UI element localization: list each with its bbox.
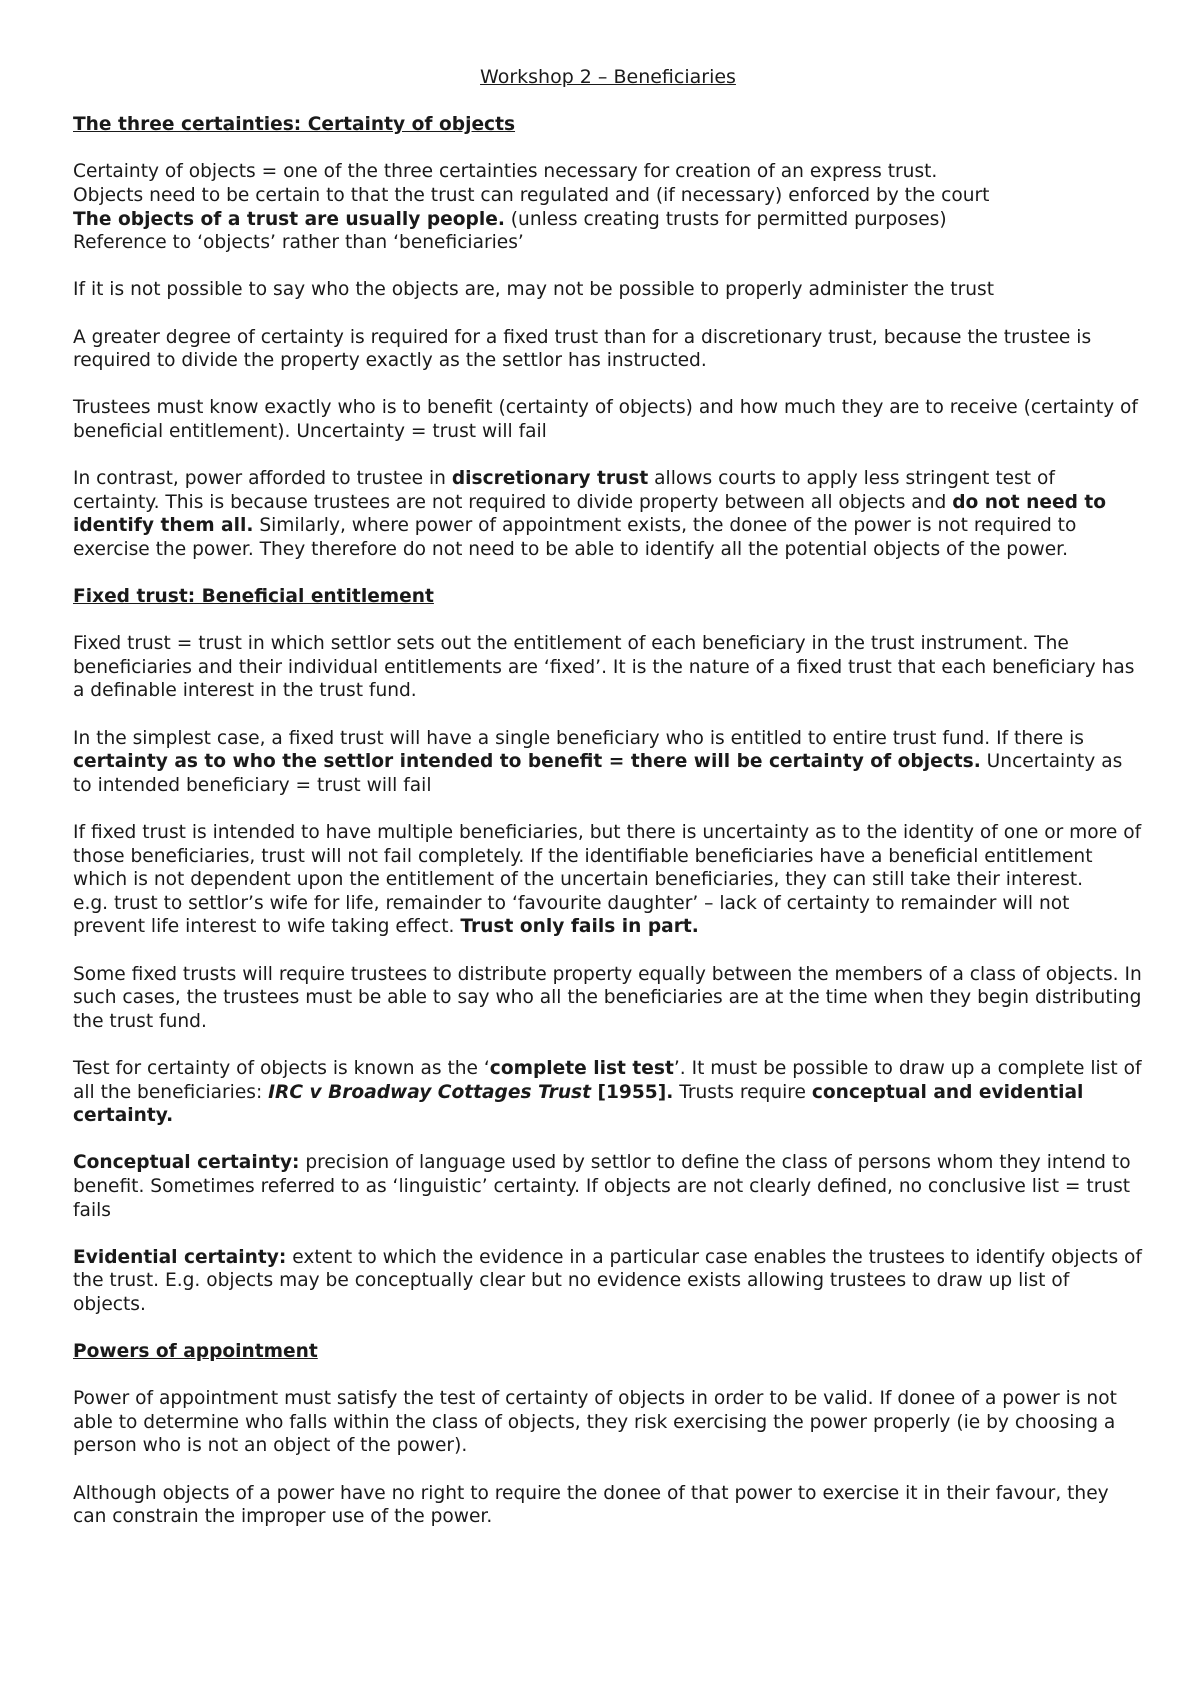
bold-text: complete list test <box>489 1057 674 1079</box>
paragraph-greater-degree: A greater degree of certainty is required for a fixed trust than for a discretionary trust, because the trustee is required to divide the property exactly as the settlor has instructed. <box>73 326 1092 372</box>
text-run: Uncertainty as to intended beneficiary = trust will fail <box>73 751 1123 796</box>
bold-text: certainty as to who the settlor intended to benefit = there will be certainty of objects. <box>73 751 981 773</box>
text-run: extent to which the evidence in a particular case enables the trustees to identify objects of the trust. E.g. objects may be conceptually clear but no evidence exists allowing trustees to draw up list of objects. <box>73 1246 1142 1315</box>
bold-text: Evidential certainty: <box>73 1246 287 1268</box>
paragraph-complete-list-test <box>73 1057 1143 1128</box>
bold-text: The objects of a trust are usually people. <box>73 208 505 230</box>
document-title: Workshop 2 – Beneficiaries <box>480 66 736 88</box>
bold-text: discretionary trust <box>451 468 649 490</box>
text-run: precision of language used by settlor to define the class of persons whom they intend to benefit. Sometimes referred to as ‘linguistic’ certainty. If objects are not clearly defined, no conclusive list = trust fails <box>73 1152 1131 1221</box>
text-line: Reference to ‘objects’ rather than ‘beneficiaries’ <box>73 232 524 254</box>
paragraph-simplest-case <box>73 727 1143 798</box>
text-run: Test for certainty of objects is known as the ‘ <box>73 1057 490 1079</box>
text-line <box>73 892 1143 939</box>
paragraph-administer: If it is not possible to say who the objects are, may not be possible to properly administer the trust <box>73 279 994 301</box>
text-run: (unless creating trusts for permitted purposes) <box>504 208 947 230</box>
paragraph-evidential-certainty <box>73 1246 1143 1317</box>
bold-text: conceptual and evidential certainty. <box>73 1081 1084 1127</box>
paragraph-power-validity: Power of appointment must satisfy the test of certainty of objects in order to be valid. If donee of a power is not able to determine who falls within the class of objects, they risk exercising the power properly (ie by choosing a person who is not an object of the power). <box>73 1388 1117 1457</box>
paragraph-multiple-beneficiaries <box>73 821 1143 939</box>
text-run: allows courts to apply less stringent test of certainty. This is because trustees are not required to divide property between all objects and <box>73 468 1055 513</box>
text-run: e.g. trust to settlor’s wife for life, remainder to ‘favourite daughter’ – lack of certainty to remainder will not prevent life interest to wife taking effect. <box>73 892 1070 938</box>
case-citation: IRC v Broadway Cottages Trust <box>268 1081 592 1103</box>
text-run: ’. It must be possible to draw up a complete list of all the beneficiaries: <box>73 1057 1142 1103</box>
document-page <box>73 66 1143 1552</box>
paragraph-certainty-definition <box>73 160 1143 254</box>
text-line: If fixed trust is intended to have multiple beneficiaries, but there is uncertainty as to the identity of one or more of those beneficiaries, trust will not fail completely. If the identifiable beneficiaries have a beneficial entitlement which is not dependent upon the entitlement of the uncertain beneficiaries, they can still take their interest. <box>73 822 1142 891</box>
bold-text: Trust only fails in part. <box>460 916 699 938</box>
bold-text: [1955]. <box>591 1081 674 1103</box>
paragraph-fixed-trust-definition: Fixed trust = trust in which settlor sets out the entitlement of each beneficiary in the trust instrument. The beneficiaries and their individual entitlements are ‘fixed’. It is the nature of a fixed trust that each beneficiary has a definable interest in the trust fund. <box>73 633 1135 702</box>
paragraph-trustees-must-know: Trustees must know exactly who is to benefit (certainty of objects) and how much they are to receive (certainty of beneficial entitlement). Uncertainty = trust will fail <box>73 397 1138 442</box>
paragraph-conceptual-certainty <box>73 1151 1143 1222</box>
text-run: Similarly, where power of appointment exists, the donee of the power is not required to exercise the power. They therefore do not need to be able to identify all the potential objects of the power. <box>73 515 1077 560</box>
paragraph-discretionary-contrast <box>73 467 1143 561</box>
text-run: In contrast, power afforded to trustee in <box>73 468 452 490</box>
section-heading-fixed-trust: Fixed trust: Beneficial entitlement <box>73 586 434 608</box>
text-line: Certainty of objects = one of the three certainties necessary for creation of an express trust. <box>73 161 938 183</box>
paragraph-class-of-objects: Some fixed trusts will require trustees to distribute property equally between the members of a class of objects. In such cases, the trustees must be able to say who all the beneficiaries are at the time when they begin distributing the trust fund. <box>73 963 1142 1032</box>
paragraph-power-objects-rights: Although objects of a power have no right to require the donee of that power to exercise it in their favour, they can constrain the improper use of the power. <box>73 1482 1109 1528</box>
section-heading-powers-of-appointment: Powers of appointment <box>73 1341 318 1363</box>
text-run: Trusts require <box>673 1081 812 1103</box>
text-line <box>73 208 1143 232</box>
text-run: In the simplest case, a fixed trust will have a single beneficiary who is entitled to entire trust fund. If there is <box>73 727 1084 749</box>
section-heading-certainty-of-objects: The three certainties: Certainty of objects <box>73 114 516 136</box>
bold-text: Conceptual certainty: <box>73 1152 300 1174</box>
bold-text: do not need to identify them all. <box>73 491 1107 537</box>
text-line: Objects need to be certain to that the trust can regulated and (if necessary) enforced by the court <box>73 184 990 206</box>
